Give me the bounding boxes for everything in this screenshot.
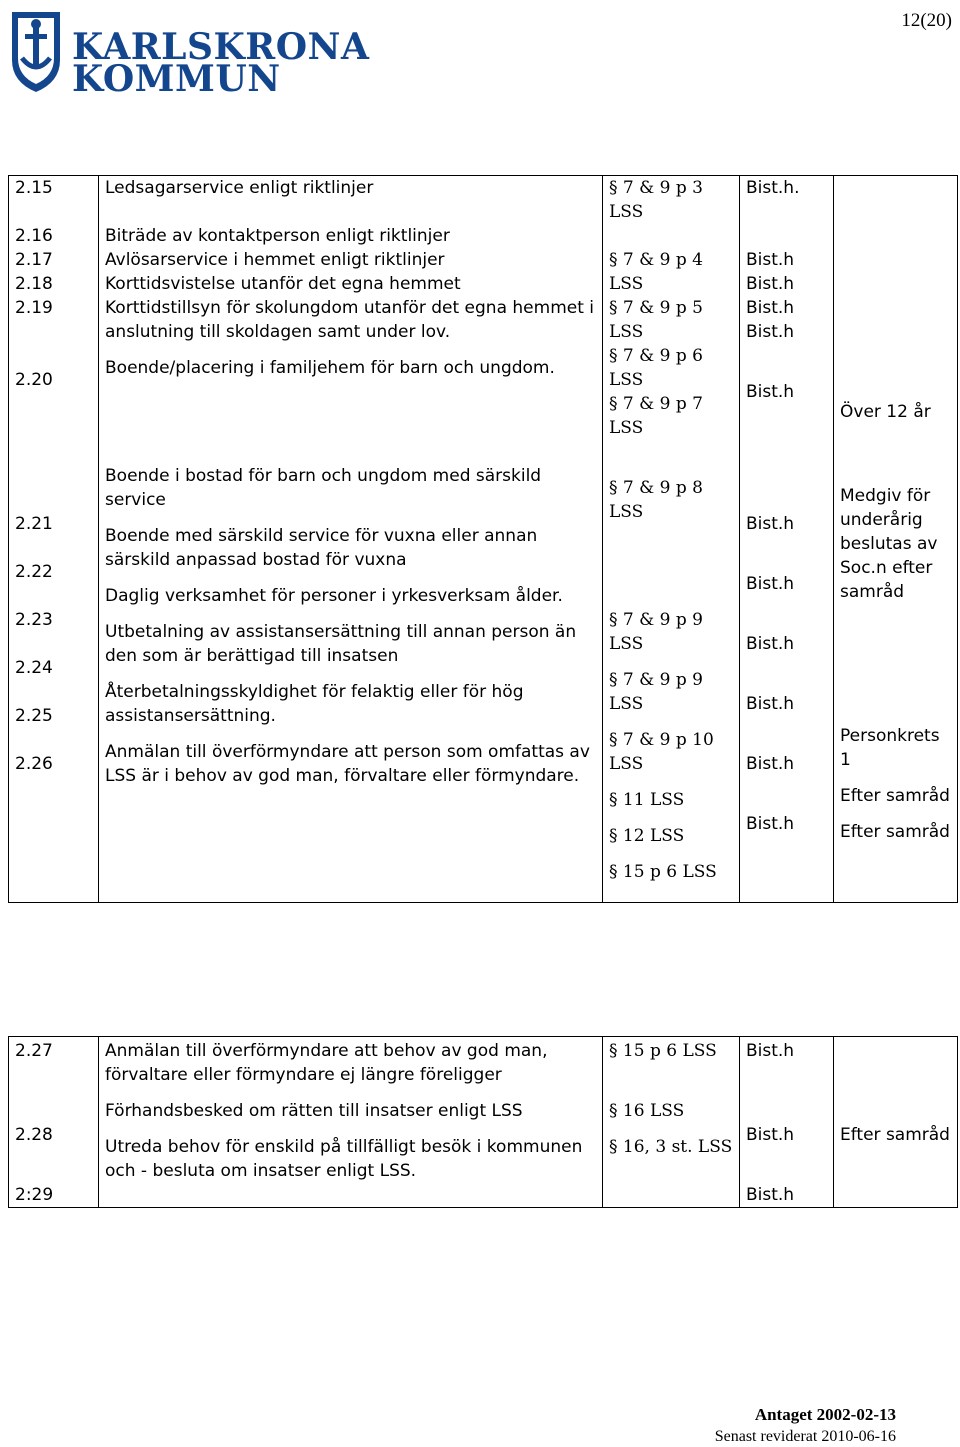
law-reference-cell: § 7 & 9 p 3 LSS § 7 & 9 p 4 LSS § 7 & 9 p 5 LSS § 7 & 9 p 6 LSS § 7 & 9 p 7 LSS § 7 & 9 p 8 LSS § 7 & 9 p 9 LSS § 7 & 9 p 9 LSS § 7 & 9 p 10 LSS § 11 LSS § 12 LSS § 15 p 6 LSS bbox=[603, 176, 740, 903]
row-number-cell: 2.15 2.16 2.17 2.18 2.19 2.20 2.21 2.22 2.23 2.24 2.25 2.26 bbox=[9, 176, 99, 903]
delegation-table-2 bbox=[8, 1036, 958, 1208]
revised-date: Senast reviderat 2010-06-16 bbox=[714, 1428, 896, 1445]
logo-text-line-2: KOMMUN bbox=[72, 58, 281, 100]
delegation-table-1 bbox=[8, 175, 958, 903]
decision-maker-cell: Bist.h. Bist.h Bist.h Bist.h Bist.h Bist.h Bist.h Bist.h Bist.h Bist.h Bist.h Bist.h bbox=[740, 176, 834, 903]
page-number: 12(20) bbox=[901, 10, 952, 31]
karlskrona-kommun-logo bbox=[8, 4, 388, 98]
description-cell: Ledsagarservice enligt riktlinjer Biträde av kontaktperson enligt riktlinjer Avlösarservice i hemmet enligt riktlinjer Korttidsvistelse utanför det egna hemmet Korttidstillsyn för skolungdom utanför det egna hemmet i anslutning till skoldagen samt under lov. Boende/placering i familjehem för barn och ungdom. Boende i bostad för barn och ungdom med särskild service Boende med särskild service för vuxna eller annan särskild anpassad bostad för vuxna Daglig verksamhet för personer i yrkesverksam ålder. Utbetalning av assistansersättning till annan person än den som är berättigad till insatsen Återbetalningsskyldighet för felaktig eller för hög assistansersättning. Anmälan till överförmyndare att person som omfattas av LSS är i behov av god man, förvaltare eller förmyndare. bbox=[99, 176, 603, 903]
description-cell: Anmälan till överförmyndare att behov av god man, förvaltare eller förmyndare ej längre föreligger Förhandsbesked om rätten till insatser enligt LSS Utreda behov för enskild på tillfälligt besök i kommunen och - besluta om insatser enligt LSS. bbox=[99, 1037, 603, 1208]
note-cell: Över 12 år Medgiv för underårig beslutas av Soc.n efter samråd Personkrets 1 Efter samråd Efter samråd bbox=[834, 176, 958, 903]
adopted-date: Antaget 2002-02-13 bbox=[754, 1405, 896, 1424]
decision-maker-cell: Bist.h Bist.h Bist.h bbox=[740, 1037, 834, 1208]
table-row bbox=[9, 176, 958, 903]
row-number-cell: 2.27 2.28 2:29 bbox=[9, 1037, 99, 1208]
municipal-crest-icon bbox=[8, 4, 64, 94]
law-reference-cell: § 15 p 6 LSS § 16 LSS § 16, 3 st. LSS bbox=[603, 1037, 740, 1208]
table-row bbox=[9, 1037, 958, 1208]
logo-text-line-1: KARLSKRONA bbox=[72, 26, 370, 68]
note-cell: Efter samråd bbox=[834, 1037, 958, 1208]
table-body bbox=[9, 176, 958, 903]
table-body bbox=[9, 1037, 958, 1208]
